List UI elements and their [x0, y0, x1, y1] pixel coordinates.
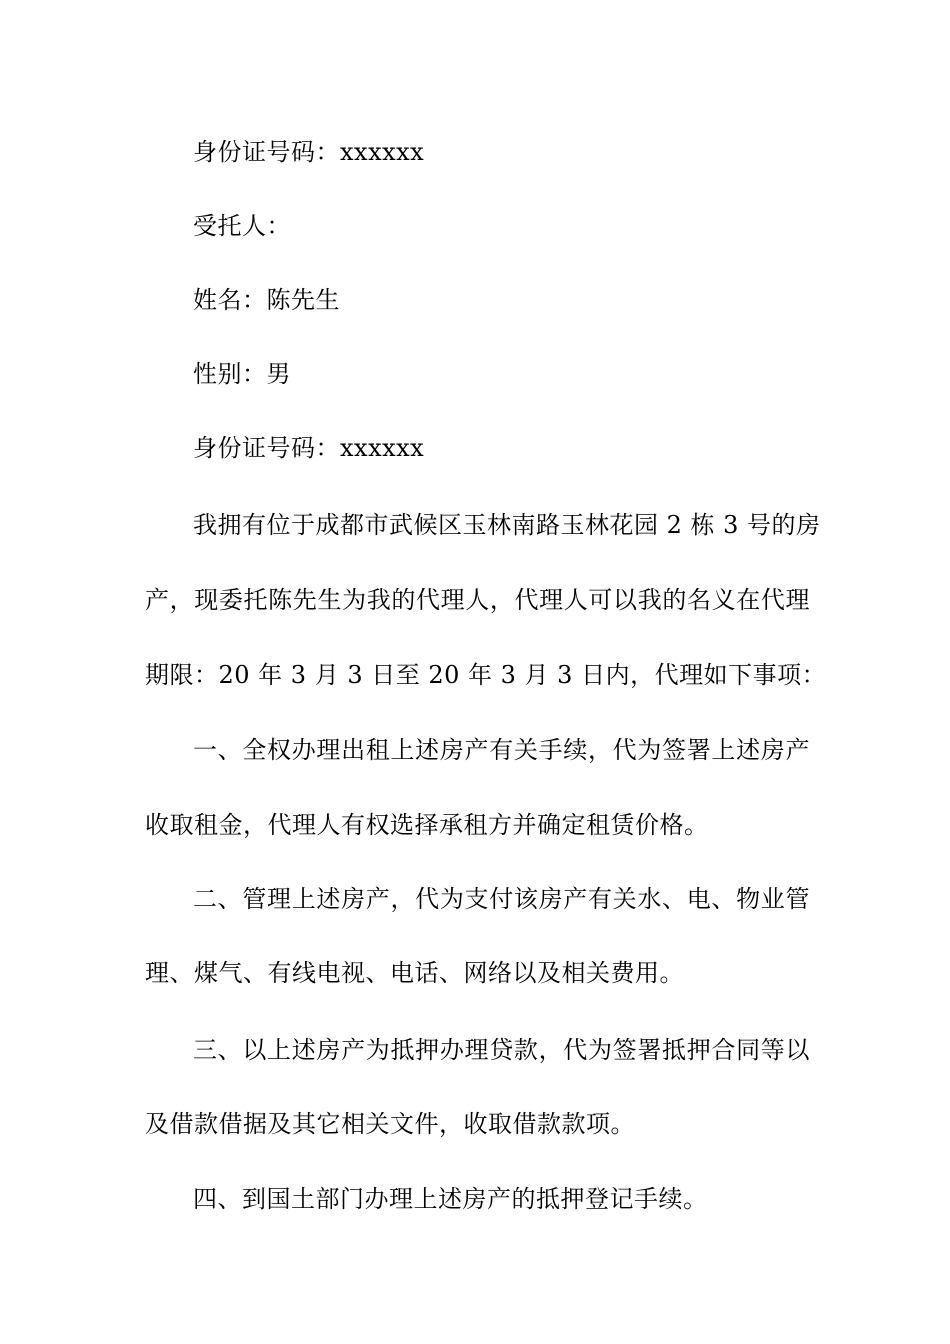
- agent-heading: 受托人：: [193, 212, 291, 240]
- property-paragraph-line-1: 我拥有位于成都市武候区玉林南路玉林花园 2 栋 3 号的房: [193, 511, 821, 539]
- agent-id-number-line: 身份证号码：xxxxxx: [193, 434, 425, 462]
- item-one-line-2: 收取租金，代理人有权选择承租方并确定租赁价格。: [145, 811, 709, 839]
- item-four-line: 四、到国土部门办理上述房产的抵押登记手续。: [193, 1185, 708, 1213]
- item-one-line-1: 一、全权办理出租上述房产有关手续，代为签署上述房产: [193, 736, 810, 764]
- agent-gender-line: 性别：男: [193, 360, 291, 388]
- item-three-line-1: 三、以上述房产为抵押办理贷款，代为签署抵押合同等以: [193, 1036, 810, 1064]
- agent-name-line: 姓名：陈先生: [193, 286, 340, 314]
- principal-id-number-line: 身份证号码：xxxxxx: [193, 138, 425, 166]
- property-paragraph-line-3: 期限：20 年 3 月 3 日至 20 年 3 月 3 日内，代理如下事项：: [145, 661, 827, 689]
- property-paragraph-line-2: 产，现委托陈先生为我的代理人，代理人可以我的名义在代理: [145, 586, 810, 614]
- item-two-line-1: 二、管理上述房产，代为支付该房产有关水、电、物业管: [193, 885, 810, 913]
- item-three-line-2: 及借款借据及其它相关文件，收取借款款项。: [145, 1110, 635, 1138]
- item-two-line-2: 理、煤气、有线电视、电话、网络以及相关费用。: [145, 959, 684, 987]
